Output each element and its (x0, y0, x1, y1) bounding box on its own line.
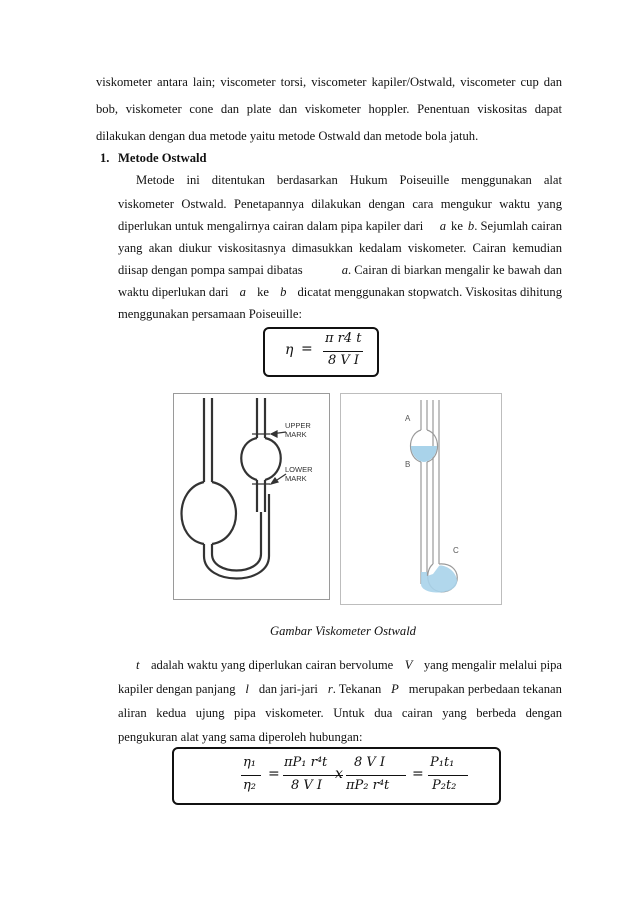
var-r: r (327, 682, 333, 696)
lower-mark-label-2: MARK (285, 474, 307, 483)
paragraph-1-line-1: viskometer antara lain; viscometer torsi, viscometer kapiler/Ostwald, viscometer cup dan (96, 75, 562, 89)
word-ke-2: ke (257, 285, 269, 299)
var-p: P (391, 682, 399, 696)
paragraph-2-line-5-text-b: . Cairan di biarkan mengalir ke bawah dan (347, 263, 562, 277)
figure-left-viscometer (173, 393, 330, 600)
equation-2-f1-den: 8 V I (291, 778, 323, 793)
var-a-3: a (239, 285, 246, 299)
lower-mark-label-1: LOWER (285, 465, 313, 474)
equation-1-box (263, 327, 379, 377)
var-b: b (467, 219, 475, 233)
section-number: 1. (100, 151, 110, 165)
equation-2-f2-den: πP₂ r⁴t (346, 778, 390, 793)
paragraph-3-line-2 (118, 681, 562, 697)
equation-1-lhs: η (285, 342, 294, 358)
equation-1-equals: = (301, 341, 313, 357)
var-b-2: b (280, 285, 287, 299)
equation-2-f2-bar (346, 775, 406, 776)
paragraph-2-line-3-text-b: . Sejumlah cairan (474, 219, 562, 233)
paragraph-3-line-1-text-a: adalah waktu yang diperlukan cairan bervolume (150, 658, 394, 672)
equation-2-equals-1: = (268, 766, 280, 782)
paragraph-2-line-3 (118, 218, 562, 234)
var-l: l (245, 682, 249, 696)
figure-caption: Gambar Viskometer Ostwald (270, 624, 416, 638)
label-c: C (453, 546, 459, 555)
var-a: a (439, 219, 447, 233)
equation-1-numerator: π r4 t (325, 331, 362, 346)
equation-2-lhs-bar (241, 775, 261, 776)
paragraph-3-line-2-text-a: kapiler dengan panjang (118, 682, 236, 696)
var-t: t (136, 658, 140, 672)
equation-2-f3-den: P₂t₂ (432, 778, 457, 793)
paragraph-1-line-3: dilakukan dengan dua metode yaitu metode Ostwald dan metode bola jatuh. (96, 129, 479, 143)
section-title: Metode Ostwald (118, 151, 207, 165)
paragraph-2-line-1: Metode ini ditentukan berdasarkan Hukum Poiseuille menggunakan alat (136, 173, 562, 187)
viscometer-diagram-right (341, 394, 501, 604)
upper-mark-label-1: UPPER (285, 421, 311, 430)
equation-2-f1-num: πP₁ r⁴t (284, 755, 328, 770)
equation-2-equals-2: = (412, 766, 424, 782)
var-a-2: a (341, 263, 348, 277)
label-a: A (405, 414, 411, 423)
paragraph-3-line-1-text-b: yang mengalir melalui pipa (423, 658, 562, 672)
paragraph-2-line-5 (118, 262, 562, 278)
paragraph-2-line-3-text-a: diperlukan untuk mengalirnya cairan dalam pipa kapiler dari (118, 219, 424, 233)
equation-2-f2-num: 8 V I (354, 755, 386, 770)
figure-right-viscometer (340, 393, 502, 605)
paragraph-3-line-3: aliran kedua ujung pipa viskometer. Untuk dua cairan yang berbeda dengan (118, 706, 562, 720)
paragraph-2-line-6-text-a: waktu diperlukan dari (118, 285, 229, 299)
var-v: V (404, 658, 413, 672)
equation-2-lhs-den: η₂ (243, 778, 256, 793)
paragraph-2-line-6-text-b: dicatat menggunakan stopwatch. Viskositas dihitung (297, 285, 562, 299)
equation-2-f1-bar (283, 775, 343, 776)
upper-mark-label-2: MARK (285, 430, 307, 439)
word-ke: ke (451, 219, 463, 233)
equation-2-f3-bar (428, 775, 468, 776)
label-b: B (405, 460, 411, 469)
paragraph-3-line-2-text-c: . Tekanan (332, 682, 382, 696)
paragraph-2-line-4: yang akan diukur viskositasnya dimasukkan kedalam viskometer. Cairan kemudian (118, 241, 562, 255)
paragraph-2-line-6 (118, 284, 562, 300)
equation-2-lhs-num: η₁ (243, 755, 256, 770)
equation-1-denominator: 8 V I (328, 353, 360, 368)
paragraph-3-line-2-text-b: dan jari-jari (258, 682, 318, 696)
paragraph-3-line-2-text-d: merupakan perbedaan tekanan (408, 682, 562, 696)
paragraph-3-line-1 (136, 657, 562, 673)
paragraph-2-line-2: viskometer Ostwald. Penetapannya dilakukan dengan cara mengukur waktu yang (118, 197, 562, 211)
paragraph-3-line-4: pengukuran alat yang sama diperoleh hubungan: (118, 730, 363, 744)
equation-2-f3-num: P₁t₁ (430, 755, 455, 770)
equation-2-times: x (335, 766, 343, 782)
equation-2-box (172, 747, 501, 805)
paragraph-1-line-2: bob, viskometer cone dan plate dan viskometer hoppler. Penentuan viskositas dapat (96, 102, 562, 116)
paragraph-2-line-5-text-a: diisap dengan pompa sampai dibatas (118, 263, 303, 277)
equation-1-fraction-bar (323, 351, 363, 352)
paragraph-2-line-7: menggunakan persamaan Poiseuille: (118, 307, 302, 321)
